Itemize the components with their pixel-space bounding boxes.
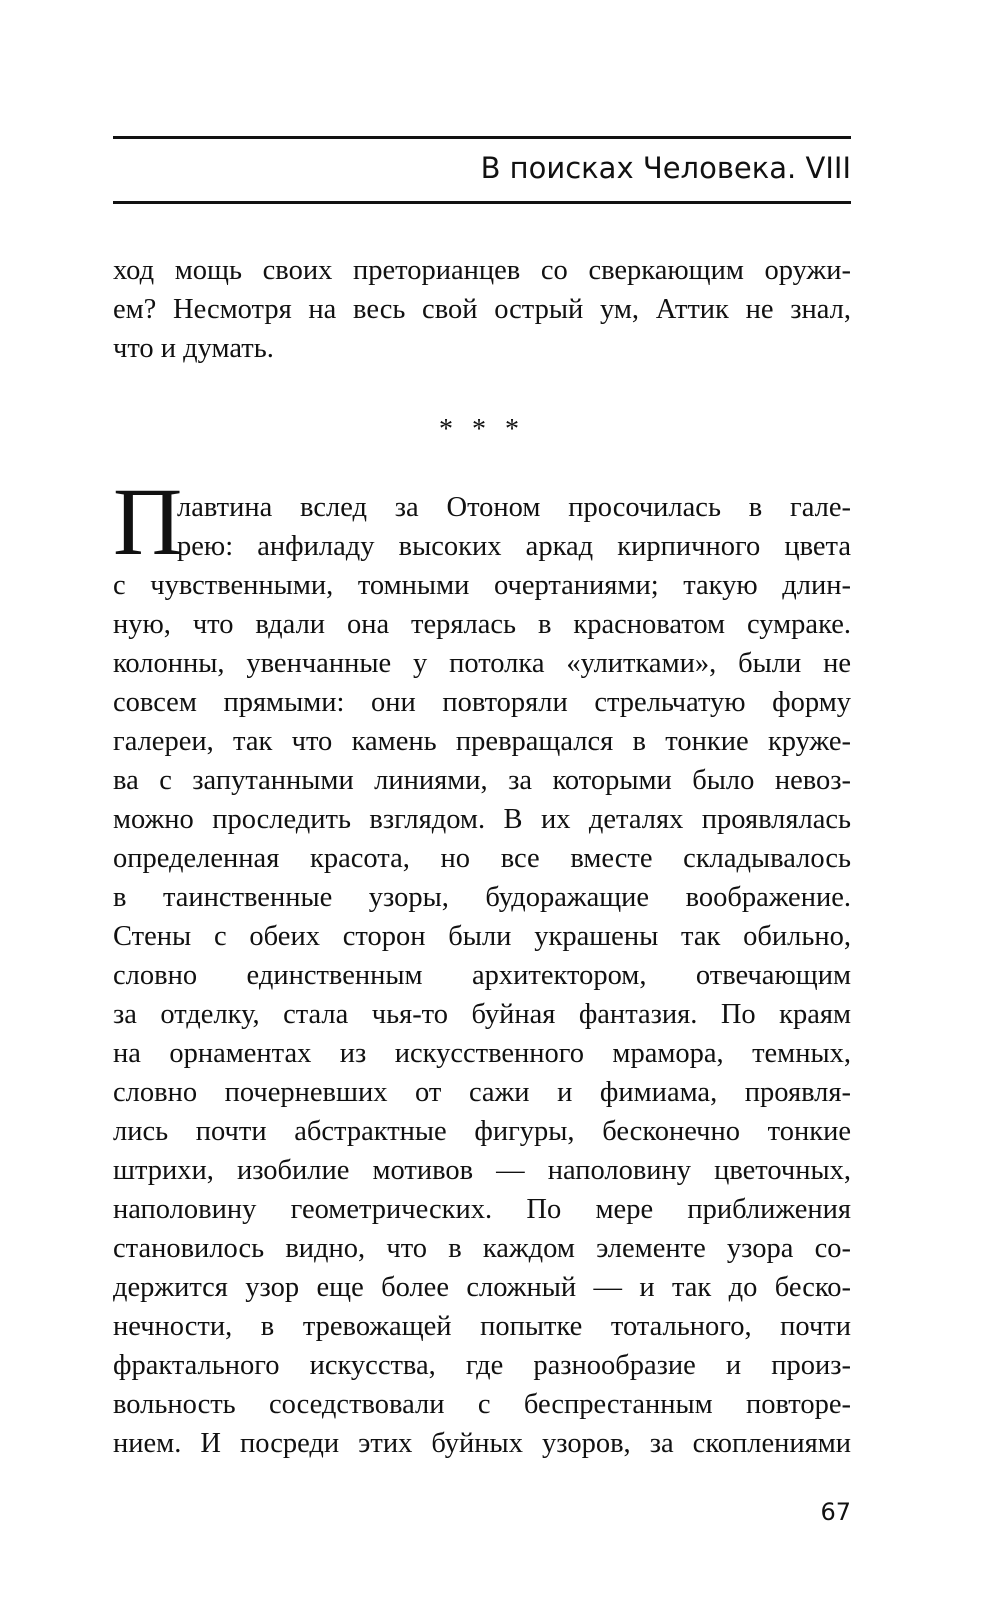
text-line: колонны, увенчанные у потолка «улитками», были не <box>113 648 851 679</box>
text-line: галереи, так что камень превращался в тонкие круже- <box>113 726 851 757</box>
text-line: что и думать. <box>113 333 274 364</box>
text-line: становилось видно, что в каждом элементе узора со- <box>113 1233 851 1264</box>
drop-cap: П <box>113 468 183 575</box>
text-line: определенная красота, но все вместе складывалось <box>113 843 851 874</box>
text-line: ную, что вдали она терялась в красноватом сумраке. <box>113 609 851 640</box>
text-line: Стены с обеих сторон были украшены так обильно, <box>113 921 851 952</box>
text-line: за отделку, стала чья-то буйная фантазия. По краям <box>113 999 851 1030</box>
text-line: нечности, в тревожащей попытке тотального, почти <box>113 1311 851 1342</box>
text-line: в таинственные узоры, будоражащие воображение. <box>113 882 851 913</box>
text-line: можно проследить взглядом. В их деталях проявлялась <box>113 804 851 835</box>
text-line: словно почерневших от сажи и фимиама, проявля- <box>113 1077 851 1108</box>
text-line: нием. И посреди этих буйных узоров, за скоплениями <box>113 1428 851 1459</box>
text-line: наполовину геометрических. По мере приближения <box>113 1194 851 1225</box>
header-rule-bottom <box>113 201 851 204</box>
text-line: рею: анфиладу высоких аркад кирпичного цвета <box>177 531 851 562</box>
text-line: лись почти абстрактные фигуры, бесконечно тонкие <box>113 1116 851 1147</box>
text-line: ход мощь своих преторианцев со сверкающим оружи- <box>113 255 851 286</box>
text-line: держится узор еще более сложный — и так до беско- <box>113 1272 851 1303</box>
text-line: ем? Несмотря на весь свой острый ум, Аттик не знал, <box>113 294 851 325</box>
text-line: ва с запутанными линиями, за которыми было невоз- <box>113 765 851 796</box>
text-line: совсем прямыми: они повторяли стрельчатую форму <box>113 687 851 718</box>
header-rule-top <box>113 136 851 139</box>
section-break: * * * <box>439 414 525 445</box>
running-head: В поисках Человека. VIII <box>480 151 851 185</box>
page-number: 67 <box>820 1498 851 1526</box>
text-line: фрактального искусства, где разнообразие и произ- <box>113 1350 851 1381</box>
paragraph-continuation <box>113 251 851 368</box>
paragraph-main <box>113 488 851 1463</box>
text-line: с чувственными, томными очертаниями; такую длин- <box>113 570 851 601</box>
text-line: вольность соседствовали с беспрестанным повторе- <box>113 1389 851 1420</box>
text-line: штрихи, изобилие мотивов — наполовину цветочных, <box>113 1155 851 1186</box>
text-line: словно единственным архитектором, отвечающим <box>113 960 851 991</box>
text-line: на орнаментах из искусственного мрамора, темных, <box>113 1038 851 1069</box>
text-line: лавтина вслед за Отоном просочилась в гале- <box>177 492 851 523</box>
